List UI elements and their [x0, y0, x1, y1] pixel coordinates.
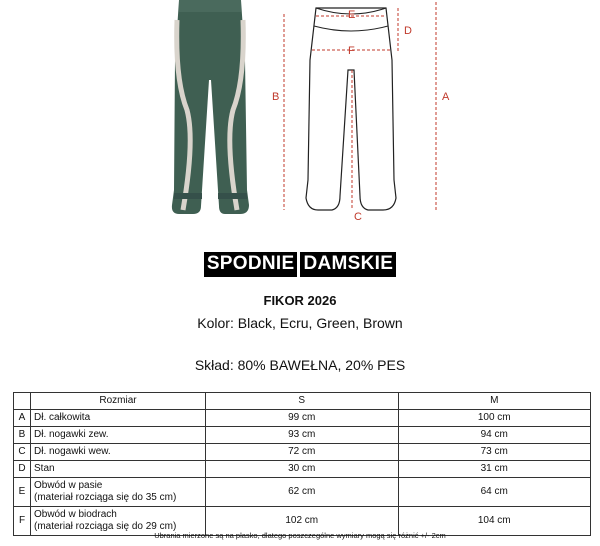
- header-size-m: M: [398, 393, 591, 410]
- header-label: Rozmiar: [31, 393, 206, 410]
- technical-drawing: [268, 0, 458, 225]
- product-photo: [165, 0, 255, 220]
- waistband: [179, 0, 241, 12]
- table-row: [14, 461, 591, 478]
- pants-outline: [306, 8, 396, 210]
- table-row: [14, 444, 591, 461]
- row-label: Stan: [31, 461, 206, 478]
- row-note: (materiał rozciąga się do 29 cm): [34, 521, 177, 532]
- composition-line: Skład: 80% BAWEŁNA, 20% PES: [194, 357, 406, 373]
- table-row: [14, 478, 591, 507]
- label-C: C: [354, 211, 362, 223]
- title-word-1: SPODNIE: [204, 252, 298, 277]
- row-key: D: [14, 461, 31, 478]
- row-value-m: 64 cm: [398, 478, 591, 507]
- row-value-s: 102 cm: [206, 507, 399, 536]
- model-name: FIKOR 2026: [263, 293, 337, 308]
- row-label: Dł. nogawki wew.: [31, 444, 206, 461]
- row-value-s: 30 cm: [206, 461, 399, 478]
- label-A: A: [442, 91, 450, 103]
- row-key: F: [14, 507, 31, 536]
- row-label-two-line: [31, 478, 206, 507]
- label-E: E: [348, 9, 356, 21]
- row-label: Obwód w pasie: [34, 480, 103, 491]
- header-size-s: S: [206, 393, 399, 410]
- row-label: Dł. nogawki zew.: [31, 427, 206, 444]
- row-label: Dł. całkowita: [31, 410, 206, 427]
- title-word-2: DAMSKIE: [300, 252, 396, 277]
- table-header-row: [14, 393, 591, 410]
- header-key-cell: [14, 393, 31, 410]
- row-label: Obwód w biodrach: [34, 509, 117, 520]
- row-key: A: [14, 410, 31, 427]
- label-F: F: [348, 45, 355, 57]
- row-value-m: 104 cm: [398, 507, 591, 536]
- row-value-m: 100 cm: [398, 410, 591, 427]
- product-title: [0, 252, 600, 277]
- row-key: C: [14, 444, 31, 461]
- table-row: [14, 410, 591, 427]
- row-value-m: 73 cm: [398, 444, 591, 461]
- table-row: [14, 427, 591, 444]
- row-note: (materiał rozciąga się do 35 cm): [34, 492, 177, 503]
- row-key: B: [14, 427, 31, 444]
- size-table: [13, 392, 591, 536]
- label-B: B: [272, 91, 280, 103]
- row-value-s: 62 cm: [206, 478, 399, 507]
- row-value-m: 94 cm: [398, 427, 591, 444]
- row-value-s: 99 cm: [206, 410, 399, 427]
- footnote: Ubrania mierzone są na płasko, dlatego poszczególne wymiary mogą się różnić +/- 2cm: [154, 531, 446, 540]
- row-value-m: 31 cm: [398, 461, 591, 478]
- row-key: E: [14, 478, 31, 507]
- row-value-s: 93 cm: [206, 427, 399, 444]
- row-value-s: 72 cm: [206, 444, 399, 461]
- colors-line: Kolor: Black, Ecru, Green, Brown: [197, 315, 403, 331]
- label-D: D: [404, 25, 412, 37]
